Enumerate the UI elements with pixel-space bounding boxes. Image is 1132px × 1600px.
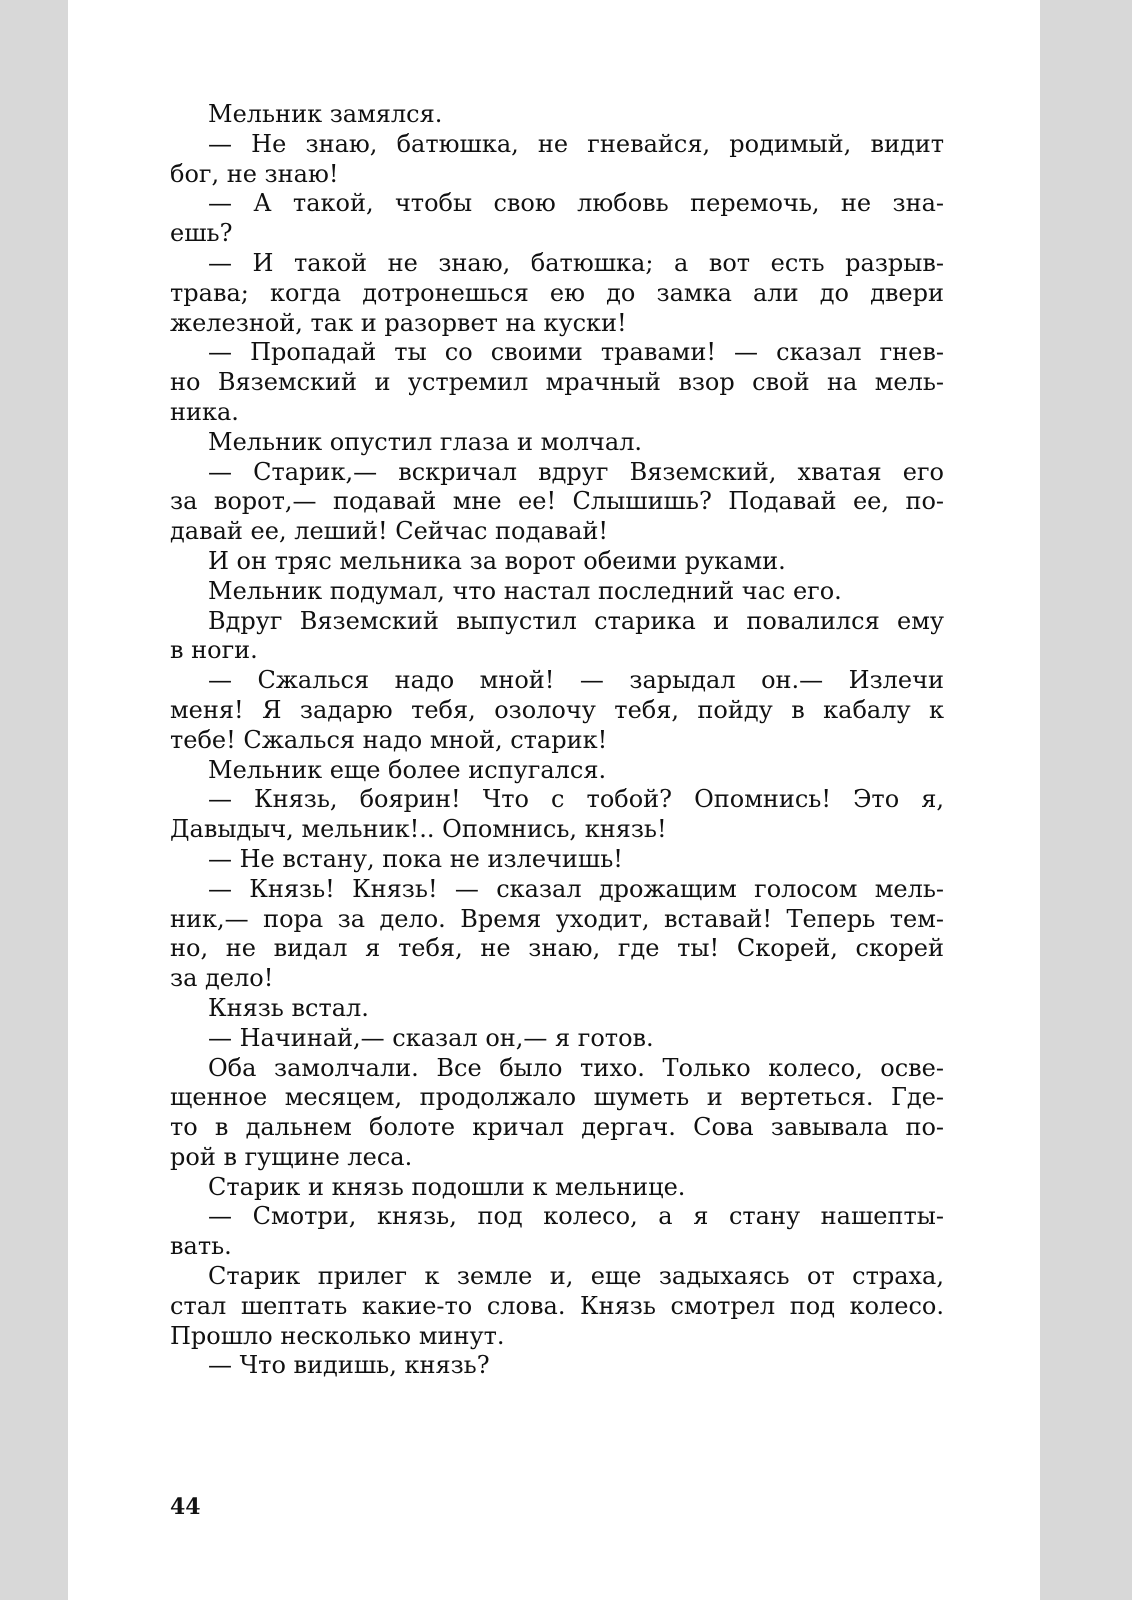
text-line: — Не встану, пока не излечишь! — [208, 844, 623, 873]
text-line: Мельник еще более испугался. — [208, 755, 607, 784]
text-line: — А такой, чтобы свою любовь перемочь, не зна- — [208, 189, 944, 218]
text-line: — Князь, боярин! Что с тобой? Опомнись! Это я, — [208, 785, 944, 814]
text-line: железной, так и разорвет на куски! — [170, 308, 627, 337]
text-line: ешь? — [170, 219, 233, 248]
text-line: трава; когда дотронешься ею до замка али до двери — [170, 278, 944, 307]
text-line: за дело! — [170, 964, 274, 993]
text-line: бог, не знаю! — [170, 159, 339, 188]
text-line: — Не знаю, батюшка, не гневайся, родимый, видит — [208, 129, 944, 158]
text-line: Вдруг Вяземский выпустил старика и повалился ему — [208, 606, 944, 635]
text-line: — Сжалься надо мной! — зарыдал он.— Излечи — [208, 666, 944, 695]
text-line: тебе! Сжалься надо мной, старик! — [170, 725, 608, 754]
text-line: Мельник подумал, что настал последний час его. — [208, 576, 842, 605]
text-line: Давыдыч, мельник!.. Опомнись, князь! — [170, 815, 667, 844]
text-line: стал шептать какие-то слова. Князь смотрел под колесо. — [170, 1291, 944, 1320]
text-line: — Князь! Князь! — сказал дрожащим голосом мель- — [208, 874, 944, 903]
text-line: ник,— пора за дело. Время уходит, вставай! Теперь тем- — [170, 904, 944, 933]
text-line: — И такой не знаю, батюшка; а вот есть разрыв- — [208, 248, 944, 277]
text-line: меня! Я задарю тебя, озолочу тебя, пойду в кабалу к — [170, 695, 944, 724]
text-line: но Вяземский и устремил мрачный взор свой на мель- — [170, 368, 944, 397]
text-line: щенное месяцем, продолжало шуметь и вертеться. Где- — [170, 1083, 944, 1112]
text-line: давай ее, леший! Сейчас подавай! — [170, 517, 609, 546]
text-line: вать. — [170, 1232, 232, 1261]
text-line: — Пропадай ты со своими травами! — сказал гнев- — [208, 338, 944, 367]
text-line: Старик прилег к земле и, еще задыхаясь от страха, — [208, 1262, 944, 1291]
text-line: но, не видал я тебя, не знаю, где ты! Скорей, скорей — [170, 934, 944, 963]
text-line: Старик и князь подошли к мельнице. — [208, 1172, 686, 1201]
text-line: Князь встал. — [208, 993, 369, 1022]
text-line: Оба замолчали. Все было тихо. Только колесо, осве- — [208, 1053, 944, 1082]
text-line: — Смотри, князь, под колесо, а я стану нашепты- — [208, 1202, 944, 1231]
body-text — [170, 100, 944, 1381]
text-line: Мельник замялся. — [208, 100, 443, 128]
text-line: — Старик,— вскричал вдруг Вяземский, хватая его — [208, 457, 944, 486]
text-line: ника. — [170, 397, 239, 426]
page-number: 44 — [170, 1494, 201, 1520]
text-line: рой в гущине леса. — [170, 1142, 413, 1171]
text-line: Прошло несколько минут. — [170, 1321, 505, 1350]
text-line: Мельник опустил глаза и молчал. — [208, 427, 643, 456]
text-line: — Начинай,— сказал он,— я готов. — [208, 1023, 654, 1052]
text-line: И он тряс мельника за ворот обеими руками. — [208, 546, 786, 575]
text-line: то в дальнем болоте кричал дергач. Сова завывала по- — [170, 1113, 944, 1142]
text-line: — Что видишь, князь? — [208, 1351, 490, 1380]
text-line: в ноги. — [170, 636, 258, 665]
text-line: за ворот,— подавай мне ее! Слышишь? Подавай ее, по- — [170, 487, 944, 516]
